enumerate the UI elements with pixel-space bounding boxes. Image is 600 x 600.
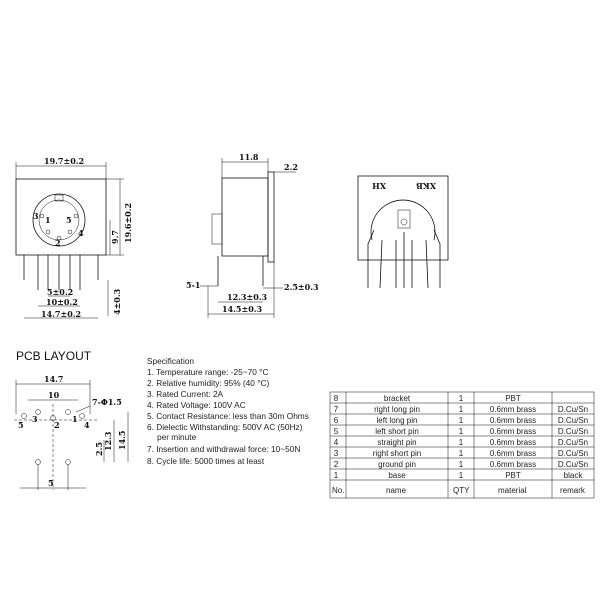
front-housing <box>16 179 106 255</box>
spec-item: 6. Dielectic Withstanding: 500V AC (50Hz) <box>147 422 303 432</box>
spec-item: 1. Temperature range: -25~70 °C <box>147 367 269 377</box>
bom-cell-name: left short pin <box>375 427 419 436</box>
back-marking-left: XH <box>372 181 386 191</box>
spec-item: 5. Contact Resistance: less than 30m Ohms <box>147 411 309 421</box>
bom-cell-remark: D.Cu/Sn <box>557 460 589 469</box>
bom-cell-material: PBT <box>505 394 521 403</box>
front-pin-label: 3 <box>33 211 39 221</box>
pcb-dim-mid: 12.3 <box>103 431 113 451</box>
side-view <box>186 152 319 318</box>
spec-item: 8. Cycle life: 5000 times at least <box>147 456 265 466</box>
pcb-hole <box>22 414 27 419</box>
dim-side-pin-pitch: 2.5±0.3 <box>284 282 319 292</box>
pcb-hole <box>66 460 71 465</box>
bom-cell-qty: 1 <box>458 438 464 447</box>
bom-cell-no: 3 <box>333 449 339 458</box>
bom-cell-qty: 1 <box>458 449 464 458</box>
pcb-dim-pitch: 10 <box>48 390 60 400</box>
spec-item: 2. Relative humidity: 95% (40 °C) <box>147 378 270 388</box>
bom-cell-remark: D.Cu/Sn <box>557 449 589 458</box>
bom-cell-qty: 1 <box>458 460 464 469</box>
bom-cell-remark: D.Cu/Sn <box>557 416 589 425</box>
bom-cell-material: 0.6mm brass <box>489 416 537 425</box>
pcb-hole-label: 1 <box>72 414 78 424</box>
bom-cell-name: bracket <box>383 394 411 403</box>
specification-block <box>147 356 309 466</box>
bom-header-remark: remark <box>560 486 585 495</box>
front-pin-hole <box>40 214 44 218</box>
bom-cell-no: 7 <box>333 405 339 414</box>
bom-cell-remark: D.Cu/Sn <box>557 405 589 414</box>
bom-cell-qty: 1 <box>458 405 464 414</box>
spec-item: per minute <box>157 432 197 442</box>
bom-table <box>330 392 594 498</box>
side-flange <box>268 172 274 262</box>
front-view <box>16 156 133 319</box>
dim-front-height: 19.6±0.2 <box>123 202 133 243</box>
dim-front-width: 19.7±0.2 <box>44 156 85 166</box>
bom-cell-material: PBT <box>505 471 521 480</box>
pcb-hole <box>80 414 85 419</box>
bom-cell-name: left long pin <box>376 416 418 425</box>
bom-cell-no: 2 <box>333 460 339 469</box>
dim-side-flange: 2.2 <box>284 162 298 172</box>
front-pin-hole <box>68 230 72 234</box>
spec-item: 3. Rated Current: 2A <box>147 389 224 399</box>
pcb-hole-label: 2 <box>54 420 60 430</box>
back-marking-right: XKB <box>416 181 436 191</box>
front-pin-label: 5 <box>66 215 72 225</box>
pcb-dim-width: 14.7 <box>44 374 64 384</box>
bom-cell-qty: 1 <box>458 471 464 480</box>
front-pin-hole <box>46 230 50 234</box>
dim-front-inner-height: 9.7 <box>110 230 120 244</box>
bom-cell-name: ground pin <box>378 460 416 469</box>
spec-item: 7. Insertion and withdrawal force: 10~50N <box>147 444 301 454</box>
back-arc <box>371 200 435 240</box>
dim-pin-length: 4±0.3 <box>112 288 122 315</box>
back-view <box>358 176 448 288</box>
front-pin-label: 2 <box>55 238 61 248</box>
dim-side-pin-offset: 12.3±0.3 <box>227 292 268 302</box>
bom-cell-material: 0.6mm brass <box>489 438 537 447</box>
bom-cell-no: 6 <box>333 416 339 425</box>
pcb-hole-label: 3 <box>32 414 38 424</box>
bom-header-name: name <box>386 486 407 495</box>
pcb-dim-small: 2.5 <box>94 442 104 456</box>
bom-header-material: material <box>498 486 527 495</box>
bom-cell-remark: D.Cu/Sn <box>557 438 589 447</box>
pcb-title: PCB LAYOUT <box>16 349 92 363</box>
front-pin-label: 4 <box>78 228 84 238</box>
bom-header-qty: QTY <box>453 486 470 495</box>
bom-cell-no: 8 <box>333 394 339 403</box>
front-pin-label: 1 <box>45 215 51 225</box>
bom-cell-material: 0.6mm brass <box>489 405 537 414</box>
side-body <box>222 178 268 256</box>
bom-rows <box>334 394 588 480</box>
bom-cell-qty: 1 <box>458 394 464 403</box>
dim-base-width: 14.7±0.2 <box>41 309 82 319</box>
bom-cell-remark: D.Cu/Sn <box>557 427 589 436</box>
bom-header-no: No. <box>332 486 345 495</box>
bom-cell-name: straight pin <box>377 438 417 447</box>
pcb-dim-total: 14.5 <box>117 430 127 450</box>
pcb-dim-bottom: 5 <box>48 478 54 488</box>
bom-cell-name: right short pin <box>372 449 422 458</box>
pcb-hole <box>36 460 41 465</box>
dim-side-depth: 11.8 <box>239 152 259 162</box>
pcb-hole <box>66 410 71 415</box>
bom-cell-no: 1 <box>333 471 339 480</box>
spec-heading: Specification <box>147 356 195 366</box>
bom-cell-qty: 1 <box>458 427 464 436</box>
bom-header-row <box>332 486 586 495</box>
bom-cell-no: 4 <box>333 438 339 447</box>
bom-cell-no: 5 <box>333 427 339 436</box>
bom-cell-name: right long pin <box>374 405 420 414</box>
spec-item: 4. Rated Voltage: 100V AC <box>147 400 246 410</box>
bom-cell-qty: 1 <box>458 416 464 425</box>
pcb-layout <box>14 349 128 490</box>
pcb-hole-label: 4 <box>84 420 90 430</box>
side-pin-mark: 5-1 <box>186 280 201 290</box>
bom-cell-name: base <box>388 471 406 480</box>
dim-pin-span-b: 10±0.2 <box>46 297 78 307</box>
bom-cell-material: 0.6mm brass <box>489 449 537 458</box>
bom-cell-material: 0.6mm brass <box>489 460 537 469</box>
pcb-dim-hole: 7-Φ1.5 <box>92 397 122 407</box>
dim-side-total-depth: 14.5±0.3 <box>222 304 263 314</box>
front-pin-hole <box>74 214 78 218</box>
bom-cell-material: 0.6mm brass <box>489 427 537 436</box>
pcb-hole-label: 5 <box>18 420 24 430</box>
side-latch <box>212 214 222 244</box>
bom-cell-remark: black <box>563 471 583 480</box>
dim-pin-span-a: 5±0.2 <box>47 287 74 297</box>
